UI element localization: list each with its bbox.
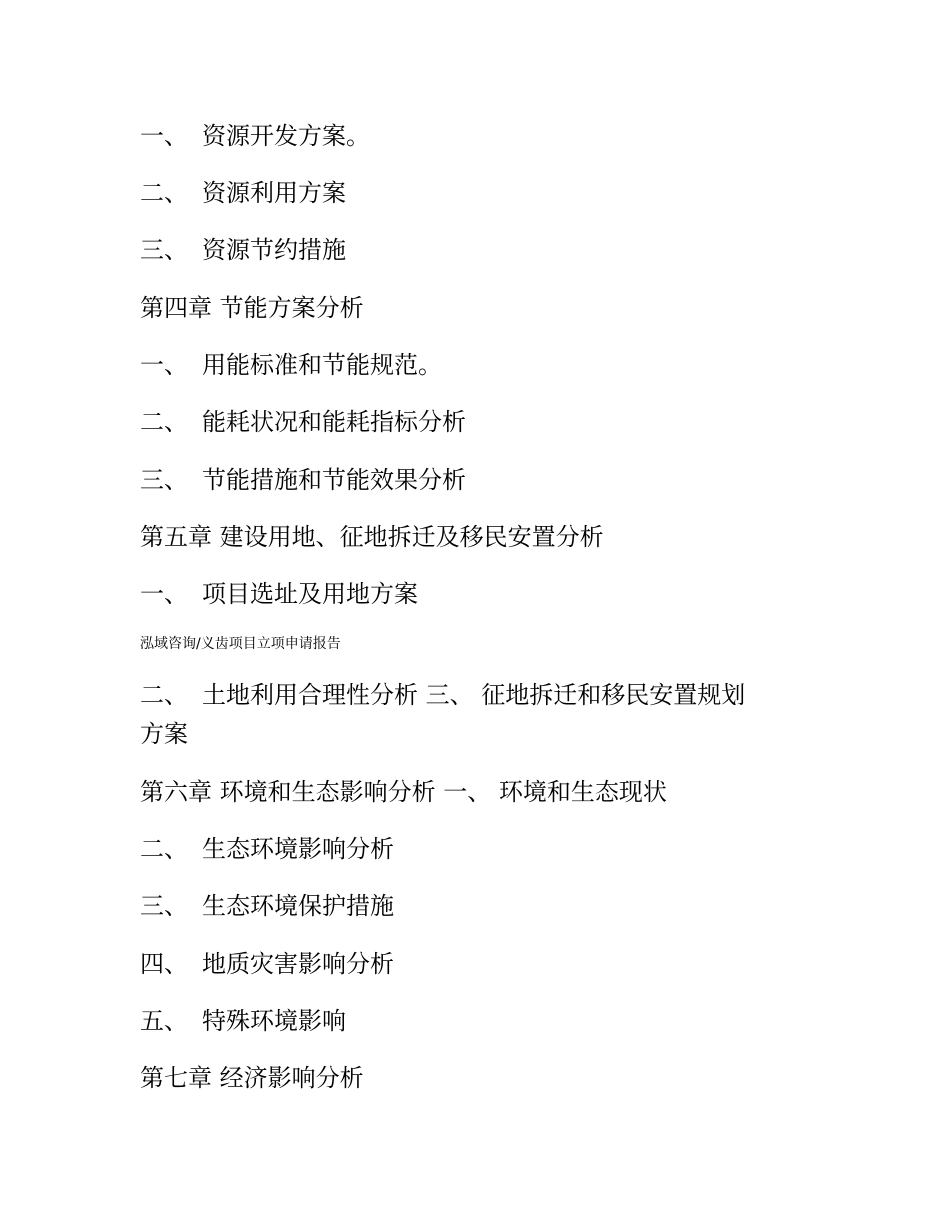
item-text: 生态环境影响分析 <box>202 835 394 863</box>
toc-line <box>140 124 370 148</box>
item-number: 一、 <box>140 351 188 379</box>
item-number: 二、 <box>140 179 188 207</box>
item-number: 四、 <box>140 950 188 978</box>
item-number: 一、 <box>140 580 188 608</box>
toc-line <box>140 468 466 492</box>
running-header: 泓域咨询/义齿项目立项申请报告 <box>140 636 341 652</box>
chapter-heading <box>140 1066 364 1090</box>
chapter-heading <box>140 296 364 320</box>
item-text: 用能标准和节能规范。 <box>202 351 442 379</box>
toc-line <box>140 952 394 976</box>
item-number: 二、 <box>140 681 188 709</box>
chapter-heading <box>140 525 604 549</box>
chapter-title: 第六章 环境和生态影响分析 一、 环境和生态现状 <box>140 778 667 806</box>
chapter-title: 第四章 节能方案分析 <box>140 294 364 322</box>
item-text: 项目选址及用地方案 <box>202 580 418 608</box>
item-text: 生态环境保护措施 <box>202 892 394 920</box>
item-number: 三、 <box>140 466 188 494</box>
item-text: 土地利用合理性分析 三、 征地拆迁和移民安置规划 <box>202 681 746 709</box>
toc-line <box>140 837 394 861</box>
toc-line <box>140 410 466 434</box>
item-text: 资源节约措施 <box>202 236 346 264</box>
toc-line <box>140 894 394 918</box>
item-text: 能耗状况和能耗指标分析 <box>202 408 466 436</box>
chapter-title: 第七章 经济影响分析 <box>140 1064 364 1092</box>
chapter-title: 第五章 建设用地、征地拆迁及移民安置分析 <box>140 523 604 551</box>
toc-line <box>140 238 346 262</box>
item-number: 三、 <box>140 892 188 920</box>
item-text: 资源开发方案。 <box>202 122 370 150</box>
toc-line <box>140 683 745 707</box>
item-number: 一、 <box>140 122 188 150</box>
item-number: 五、 <box>140 1007 188 1035</box>
item-number: 二、 <box>140 408 188 436</box>
item-text: 资源利用方案 <box>202 179 346 207</box>
item-number: 二、 <box>140 835 188 863</box>
toc-line <box>140 582 418 606</box>
toc-line <box>140 353 442 377</box>
item-text: 地质灾害影响分析 <box>202 950 394 978</box>
item-text: 节能措施和节能效果分析 <box>202 466 466 494</box>
toc-line <box>140 1009 346 1033</box>
item-text: 特殊环境影响 <box>202 1007 346 1035</box>
item-text-continuation: 方案 <box>140 720 188 748</box>
toc-line <box>140 181 346 205</box>
chapter-heading <box>140 780 667 804</box>
item-number: 三、 <box>140 236 188 264</box>
